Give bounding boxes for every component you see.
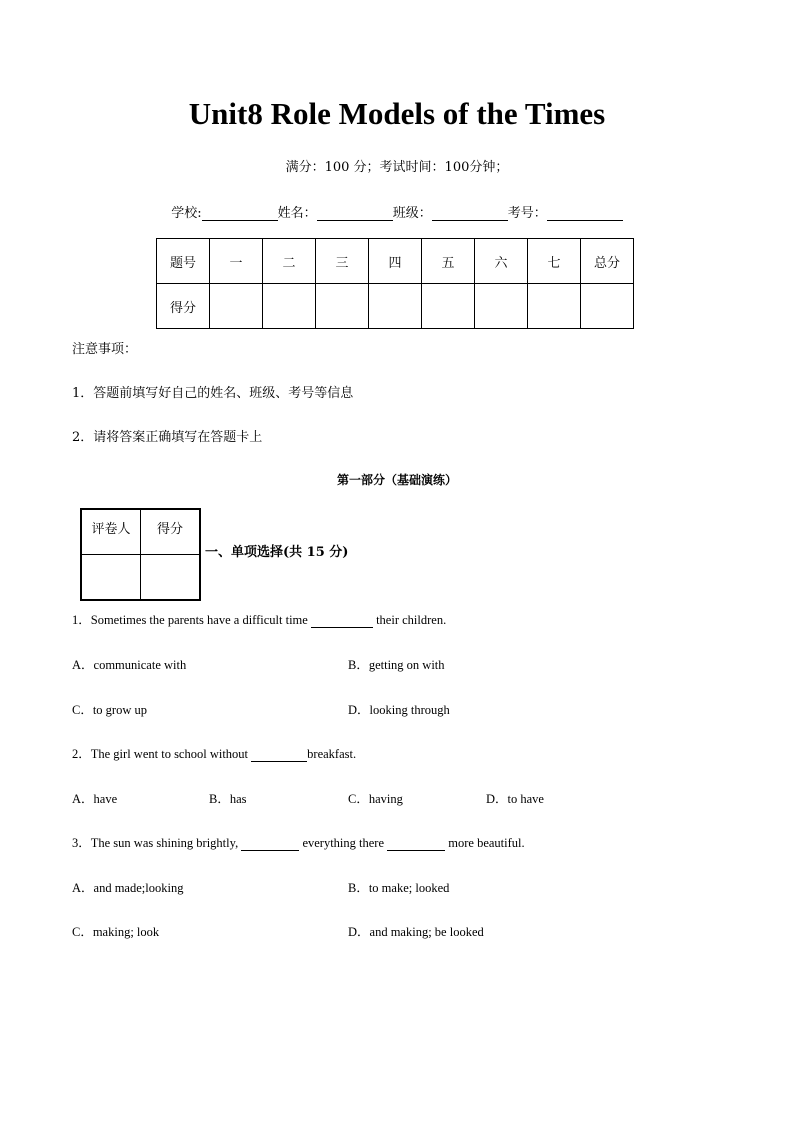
id-label: 考号： (507, 206, 547, 221)
score-header-cell: 七 (528, 239, 581, 284)
option[interactable]: B．has (209, 792, 247, 806)
exam-meta: 满分：100 分；考试时间：100分钟； (285, 160, 509, 175)
score-header-cell: 题号 (157, 239, 210, 284)
name-field[interactable] (317, 206, 393, 221)
page-title: Unit8 Role Models of the Times (188, 96, 606, 131)
question-stem (72, 833, 525, 851)
school-label: 学校: (171, 206, 202, 221)
option[interactable]: A．communicate with (72, 658, 187, 672)
class-label: 班级： (392, 206, 432, 221)
score-table-score-row (157, 284, 634, 329)
option[interactable]: C．having (348, 792, 403, 806)
question-stem (72, 610, 446, 628)
score-header-cell: 三 (316, 239, 369, 284)
score-table-header-row (157, 239, 634, 284)
option[interactable]: C．to grow up (72, 703, 148, 717)
student-info-line (0, 202, 794, 221)
question-stem-text: 3．The sun was shining brightly, (72, 836, 242, 850)
class-field[interactable] (432, 206, 508, 221)
option[interactable]: B．getting on with (348, 658, 445, 672)
score-header-cell: 四 (369, 239, 422, 284)
question-stem (72, 744, 356, 762)
question-stem-text: 1．Sometimes the parents have a difficult time (72, 613, 311, 627)
question-stem-text: 2．The girl went to school without (72, 747, 252, 761)
grader-score-label: 得分 (141, 509, 201, 555)
option[interactable]: A．and made;looking (72, 881, 184, 895)
option[interactable]: D．looking through (348, 703, 450, 717)
score-cell[interactable] (369, 284, 422, 329)
answer-blank (311, 613, 373, 628)
note-item: 1．答题前填写好自己的姓名、班级、考号等信息 (72, 386, 354, 401)
score-header-cell: 二 (263, 239, 316, 284)
score-row-label: 得分 (157, 284, 210, 329)
section-title: 第一部分（基础演练） (336, 473, 457, 487)
score-header-cell: 六 (475, 239, 528, 284)
answer-blank (241, 836, 299, 851)
answer-blank (251, 747, 307, 762)
answer-blank (387, 836, 445, 851)
score-cell[interactable] (475, 284, 528, 329)
question-stem-text: more beautiful. (445, 836, 525, 850)
part-title: 一、单项选择(共 15 分) (205, 545, 349, 560)
grader-label: 评卷人 (81, 509, 141, 555)
grader-score-cell[interactable] (141, 555, 201, 601)
question-stem-text: breakfast. (307, 747, 357, 761)
score-cell[interactable] (263, 284, 316, 329)
note-item: 2．请将答案正确填写在答题卡上 (72, 430, 263, 445)
grader-cell[interactable] (81, 555, 141, 601)
question-stem-text: their children. (372, 613, 447, 627)
score-cell[interactable] (528, 284, 581, 329)
score-header-cell: 五 (422, 239, 475, 284)
id-field[interactable] (547, 206, 623, 221)
option[interactable]: D．to have (486, 792, 544, 806)
question-stem-text: everything there (299, 836, 388, 850)
score-header-cell: 一 (210, 239, 263, 284)
score-cell[interactable] (316, 284, 369, 329)
score-cell[interactable] (210, 284, 263, 329)
option[interactable]: C．making; look (72, 925, 160, 939)
option[interactable]: B．to make; looked (348, 881, 450, 895)
score-cell[interactable] (422, 284, 475, 329)
school-field[interactable] (202, 206, 278, 221)
option[interactable]: D．and making; be looked (348, 925, 484, 939)
score-cell[interactable] (581, 284, 634, 329)
option[interactable]: A．have (72, 792, 118, 806)
name-label: 姓名： (277, 206, 317, 221)
score-header-cell: 总分 (581, 239, 634, 284)
notes-title: 注意事项： (72, 342, 138, 357)
score-table (156, 238, 634, 329)
grader-box (80, 508, 201, 601)
